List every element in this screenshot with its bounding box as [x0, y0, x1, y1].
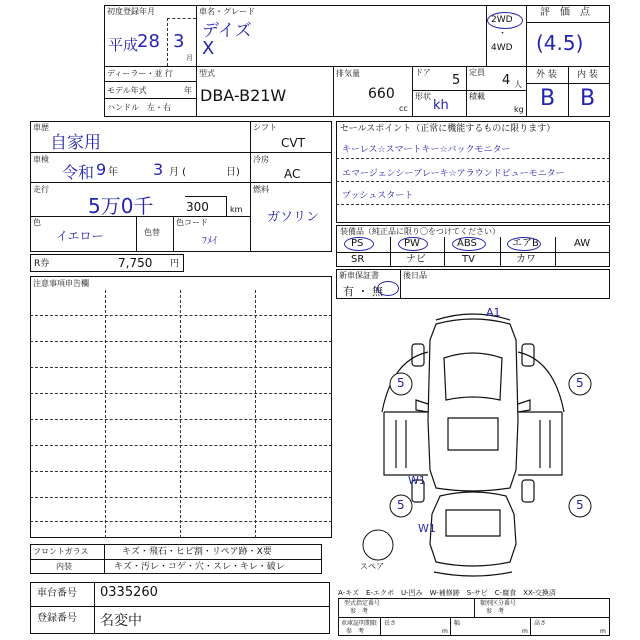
cc-unit: cc — [399, 104, 408, 113]
equip-abs: ABS — [457, 238, 477, 249]
fuel-value: ガソリン — [267, 210, 320, 225]
equip-tv: TV — [462, 254, 475, 265]
equip-airbag: エアB — [512, 238, 539, 249]
model-year-unit: 年 — [184, 86, 192, 95]
recycle-frame — [30, 254, 184, 272]
chassis-label: 車台番号 — [37, 588, 77, 599]
inspection-year: 9 — [96, 160, 107, 179]
equip-navi: ナビ — [406, 254, 426, 265]
exterior-grade: B — [540, 86, 556, 111]
mark-a1: A1 — [486, 306, 501, 319]
selling-line2: エマージェンシーブレーキ☆アラウンドビューモニター — [342, 169, 565, 179]
warranty-circle — [377, 281, 399, 296]
class-label: 類別区分番号 — [480, 600, 517, 607]
mark-front-right: 5 — [576, 376, 584, 390]
model-year-label: モデル年式 — [107, 86, 147, 95]
proof-label: 車庫証明期限 — [341, 620, 378, 627]
mileage-label: 走行 — [33, 185, 49, 194]
interior-cond-label: 内装 — [56, 562, 72, 571]
inspection-year-unit: 年 — [108, 167, 118, 178]
mark-rear-right: 5 — [576, 498, 584, 512]
inspection-era: 令和 — [62, 163, 95, 182]
circle-ps — [344, 237, 374, 251]
use-value: 自家用 — [50, 133, 101, 153]
door-value: 5 — [452, 73, 461, 88]
type-value: DBA-B21W — [200, 86, 287, 105]
damage-legend: A-キズ E-エクボ U-凹み W-補修跡 S-サビ C-腐食 XX-交換済 — [338, 589, 556, 597]
capacity-value: 4 — [502, 73, 511, 88]
equip-sr: SR — [351, 254, 365, 265]
circle-abs — [452, 237, 486, 251]
month-unit: 月 — [186, 54, 193, 62]
mark-w1-side: W1 — [408, 474, 426, 487]
warranty-label: 新車保証書 — [339, 271, 379, 280]
color-code-label: 色コード — [176, 218, 208, 227]
first-reg-month: 3 — [173, 31, 185, 52]
interior-label: 内 装 — [577, 70, 598, 80]
shape-value: kh — [433, 98, 449, 113]
recycle-label: R券 — [34, 259, 50, 269]
warranty-value: 有 ・ 無 — [343, 285, 383, 298]
displacement-value: 660 — [368, 86, 395, 102]
type-label: 型式 — [199, 69, 215, 78]
width-unit: m — [522, 628, 528, 635]
reg-value: 名変中 — [100, 613, 142, 629]
use-label: 車歴 — [33, 123, 49, 132]
mark-front-left: 5 — [397, 376, 405, 390]
drive-2wd: 2WD — [491, 15, 513, 25]
capacity-label: 定員 — [469, 68, 485, 77]
shape-label: 形状 — [415, 92, 431, 101]
height-label: 高さ — [534, 620, 547, 627]
spare-label: スペア — [360, 562, 384, 571]
color-label: 色 — [33, 218, 41, 227]
handle-label: ハンドル 左・右 — [107, 103, 171, 112]
interior-grade: B — [580, 86, 596, 111]
equip-pw: PW — [404, 238, 420, 249]
person-unit: 人 — [514, 80, 522, 89]
warranty-date-label: 後日品 — [403, 271, 427, 280]
first-reg-year: 28 — [137, 31, 160, 52]
car-diagram — [336, 300, 610, 584]
inspection-month: 3 — [153, 160, 164, 179]
mark-w1-rear: W1 — [418, 522, 436, 535]
exterior-label: 外 装 — [536, 70, 557, 80]
shift-value: CVT — [281, 136, 305, 150]
drive-4wd: 4WD — [491, 43, 513, 53]
inspection-label: 車検 — [33, 155, 49, 164]
type-cert-ref: 参 考 — [350, 608, 369, 615]
ac-label: 冷房 — [253, 155, 269, 164]
fuel-label: 燃料 — [253, 185, 269, 194]
shift-label: シフト — [253, 123, 277, 132]
equipment-label: 装備品（純正品に限り〇をつけてください） — [340, 227, 500, 236]
notes-label: 注意事項申告欄 — [33, 279, 89, 288]
recycle-value: 7,750 — [118, 256, 153, 270]
score-value: (4.5) — [536, 31, 584, 55]
equip-aw: AW — [574, 238, 591, 249]
dealer-label: ディーラー・並 行 — [107, 69, 173, 78]
width-label: 幅 — [454, 620, 461, 627]
length-label: 長さ — [384, 620, 397, 627]
interior-cond-text: キズ・汚レ・コゲ・穴・スレ・キレ・破レ — [114, 562, 285, 572]
color-code-value: ﾌﾒｲ — [202, 236, 217, 247]
equip-ps: PS — [351, 238, 364, 249]
first-reg-label: 初度登録年月 — [107, 7, 155, 16]
selling-line3: プッシュスタート — [342, 191, 414, 201]
front-glass-text: キズ・飛石・ヒビ割・リペア跡・X要 — [122, 547, 272, 557]
mileage-value: 5万0千 — [88, 194, 154, 218]
score-label: 評 価 点 — [540, 7, 590, 18]
door-label: ドア — [415, 68, 431, 77]
reg-label: 登録番号 — [37, 613, 77, 624]
proof-ref: 参 考 — [346, 628, 365, 635]
height-unit: m — [600, 628, 606, 635]
drive-dot: ・ — [498, 29, 508, 39]
inspection-month-unit: 月 ( — [169, 167, 187, 178]
grade: X — [202, 38, 215, 59]
selling-line1: キーレス☆スマートキー☆バックモニター — [342, 145, 511, 155]
color-value: イエロー — [56, 229, 104, 243]
type-cert-label: 型式指定番号 — [344, 600, 381, 607]
name-grade-label: 車名・グレード — [199, 7, 255, 16]
first-reg-era: 平成 — [108, 36, 139, 54]
selling-label: セールスポイント（正常に機能するものに限ります） — [340, 124, 556, 134]
front-glass-label: フロントガラス — [33, 547, 89, 556]
inspection-day-unit: 日) — [226, 167, 240, 178]
displacement-label: 排気量 — [336, 69, 360, 78]
length-unit: m — [442, 628, 448, 635]
circle-airbag — [507, 237, 541, 251]
chassis-value: 0335260 — [100, 585, 158, 600]
circle-pw — [398, 237, 428, 251]
load-label: 積載 — [469, 92, 485, 101]
class-ref: 参 考 — [486, 608, 505, 615]
km-unit: km — [230, 205, 243, 214]
mark-rear-left: 5 — [397, 498, 405, 512]
ac-value: AC — [284, 167, 301, 181]
equip-leather: カワ — [516, 254, 536, 265]
color-change-label: 色替 — [144, 228, 160, 237]
kg-unit: kg — [514, 105, 524, 114]
yen-unit: 円 — [170, 259, 180, 269]
mileage-sub: 300 — [186, 200, 209, 214]
car-name: デイズ — [202, 21, 252, 41]
